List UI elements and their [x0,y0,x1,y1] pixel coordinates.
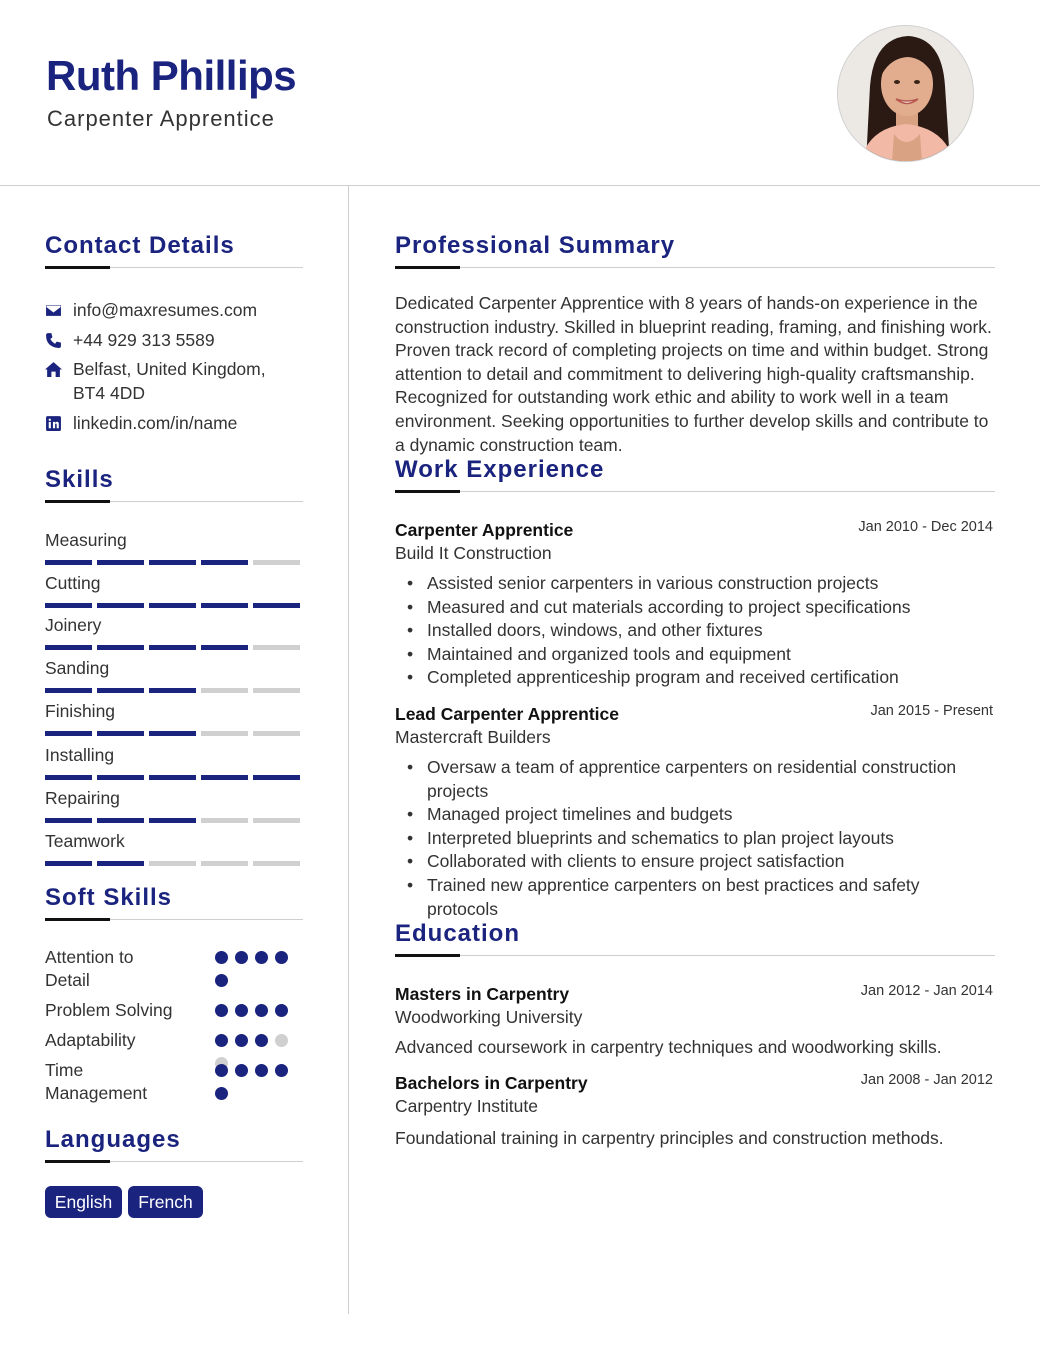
skill-bar-empty [201,818,248,823]
education-description: Foundational training in carpentry principles and construction methods. [395,1128,944,1148]
soft-skill-name: Adaptability [45,1030,136,1050]
resume-header [0,0,1040,186]
education-dates: Jan 2008 - Jan 2012 [860,1072,993,1088]
experience-heading: Work Experience [395,456,605,483]
skill-bar-filled [97,688,144,693]
column-divider [348,186,349,1314]
heading-accent [45,500,110,503]
skill-bar-filled [45,560,92,565]
skill-bar-filled [149,645,196,650]
skill-dot-empty [275,1034,288,1047]
skill-bar-filled [97,861,144,866]
skill-dot-filled [215,1004,228,1017]
heading-accent [395,954,460,957]
skill-dot-filled [255,1064,268,1077]
skill-dot-filled [275,1064,288,1077]
skill-bar-filled [149,775,196,780]
job-bullet: • Trained new apprentice carpenters on best practices and safety protocols [395,874,955,921]
skill-row [45,744,303,780]
skill-dot-filled [235,1064,248,1077]
contact-linkedin [45,411,237,435]
contact-email-text[interactable]: info@maxresumes.com [73,300,258,320]
skill-bar-filled [149,560,196,565]
skill-name: Repairing [45,788,120,808]
skill-bar-filled [45,603,92,608]
skill-bar-filled [149,603,196,608]
soft-skill-level-dots [215,951,295,987]
skill-bar-empty [253,560,300,565]
skill-dot-filled [255,1034,268,1047]
candidate-title: Carpenter Apprentice [47,106,275,131]
skill-bar-filled [97,775,144,780]
skill-bar-filled [45,731,92,736]
job-bullets [395,572,993,690]
skill-bar-filled [45,775,92,780]
soft-skill-row [45,999,303,1025]
skill-dot-filled [275,951,288,964]
education-school: Woodworking University [395,1007,583,1027]
skill-level-bars [45,861,303,866]
job-bullet: • Interpreted blueprints and schematics to plan project layouts [395,827,985,851]
education-heading: Education [395,920,521,947]
job-dates: Jan 2010 - Dec 2014 [858,519,993,535]
skill-bar-filled [45,818,92,823]
skill-bar-empty [149,861,196,866]
job-bullet: • Measured and cut materials according to project specifications [395,596,993,620]
contact-linkedin-text[interactable]: linkedin.com/in/name [73,413,238,433]
job-bullet: • Managed project timelines and budgets [395,803,985,827]
job-bullet: • Collaborated with clients to ensure project satisfaction [395,850,985,874]
summary-heading: Professional Summary [395,232,676,259]
skill-row [45,787,303,823]
job-bullets [395,756,985,921]
contact-phone [45,328,215,352]
education-dates: Jan 2012 - Jan 2014 [860,983,993,999]
skill-bar-filled [45,861,92,866]
skill-bar-empty [253,731,300,736]
education-degree: Masters in Carpentry [395,984,570,1004]
languages-section-heading [45,1126,303,1164]
education-school: Carpentry Institute [395,1096,538,1116]
skills-section-heading [45,466,303,504]
heading-accent [45,1160,110,1163]
skill-bar-filled [97,731,144,736]
skill-dot-filled [255,951,268,964]
soft-skill-level-dots [215,1064,295,1100]
skill-dot-filled [275,1004,288,1017]
skill-bar-empty [201,861,248,866]
soft-skill-level-dots [215,1004,295,1017]
skill-level-bars [45,688,303,693]
job-title: Lead Carpenter Apprentice [395,704,619,724]
soft-skills-heading: Soft Skills [45,884,173,911]
job-bullet: • Maintained and organized tools and equipment [395,643,993,667]
skill-bar-empty [201,688,248,693]
heading-accent [395,266,460,269]
soft-skill-row [45,946,303,994]
skill-dot-filled [215,1087,228,1100]
skill-dot-filled [215,1034,228,1047]
linkedin-icon [45,411,73,435]
contact-section-heading [45,232,303,270]
soft-skill-row [45,1029,303,1055]
heading-rule [395,267,995,268]
skill-bar-filled [149,818,196,823]
language-badge-english: English [45,1186,122,1218]
skill-bar-filled [201,603,248,608]
job-company: Mastercraft Builders [395,727,551,747]
skill-row [45,830,303,866]
contact-heading: Contact Details [45,232,235,259]
job-title: Carpenter Apprentice [395,520,574,540]
skill-dot-filled [235,1034,248,1047]
skill-level-bars [45,775,303,780]
profile-photo-illustration [838,26,974,162]
skill-bar-empty [201,731,248,736]
heading-accent [395,490,460,493]
contact-phone-text[interactable]: +44 929 313 5589 [73,330,215,350]
job-company: Build It Construction [395,543,552,563]
heading-accent [45,266,110,269]
skill-level-bars [45,818,303,823]
skill-name: Teamwork [45,831,125,851]
education-degree: Bachelors in Carpentry [395,1073,588,1093]
skill-dot-filled [215,1064,228,1077]
skill-bar-filled [201,645,248,650]
contact-address-line2: BT4 4DD [73,383,145,403]
skill-name: Joinery [45,615,102,635]
skills-heading: Skills [45,466,114,493]
skill-bar-empty [253,688,300,693]
experience-section-heading [395,456,995,494]
education-description: Advanced coursework in carpentry techniques and woodworking skills. [395,1037,942,1057]
skill-bar-filled [201,775,248,780]
skill-dot-filled [215,974,228,987]
phone-icon [45,328,73,352]
skill-bar-filled [149,731,196,736]
contact-email [45,298,257,322]
skill-level-bars [45,645,303,650]
skill-name: Sanding [45,658,110,678]
contact-address [45,357,266,405]
skill-name: Cutting [45,573,101,593]
skill-name: Measuring [45,530,127,550]
skill-dot-filled [255,1004,268,1017]
skill-bar-filled [201,560,248,565]
skill-bar-filled [45,688,92,693]
skill-bar-empty [253,818,300,823]
skill-name: Finishing [45,701,116,721]
job-bullet: • Installed doors, windows, and other fixtures [395,619,993,643]
language-badge-french: French [128,1186,203,1218]
skill-bar-filled [149,688,196,693]
summary-text: Dedicated Carpenter Apprentice with 8 years of hands-on experience in the construction industry. Skilled in blueprint reading, framing, and finishing work. Proven track record of completing projects on time and within budget. Strong attention to detail and commitment to delivering high-quality craftsmanship. Recognized for outstanding work ethic and ability to work well in a team environment. Seeking opportunities to further develop skills and contribute to a dynamic construction team. [395,293,992,455]
profile-photo [837,25,974,162]
soft-skill-name: Attention to Detail [45,947,134,990]
skill-level-bars [45,603,303,608]
languages-heading: Languages [45,1126,181,1153]
skill-bar-empty [253,861,300,866]
skill-dot-filled [235,951,248,964]
skill-bar-filled [45,645,92,650]
heading-rule [395,491,995,492]
skill-row [45,700,303,736]
soft-skill-name: Time Management [45,1060,148,1103]
summary-section-heading [395,232,995,270]
skill-dot-filled [235,1004,248,1017]
skill-bar-filled [97,818,144,823]
soft-skills-section-heading [45,884,303,922]
skill-level-bars [45,560,303,565]
envelope-icon [45,298,73,322]
job-bullet: • Completed apprenticeship program and received certification [395,666,993,690]
heading-accent [45,918,110,921]
education-section-heading [395,920,995,958]
skill-name: Installing [45,745,115,765]
skill-bar-filled [97,645,144,650]
skill-dot-filled [215,951,228,964]
skill-row [45,657,303,693]
heading-rule [395,955,995,956]
soft-skill-row [45,1059,303,1107]
skill-bar-filled [97,560,144,565]
skill-bar-empty [253,645,300,650]
skill-bar-filled [253,775,300,780]
skill-level-bars [45,731,303,736]
soft-skill-name: Problem Solving [45,1000,173,1020]
home-icon [45,357,73,405]
contact-address-line1: Belfast, United Kingdom, [73,359,266,379]
job-bullet: • Assisted senior carpenters in various construction projects [395,572,993,596]
skill-bar-filled [97,603,144,608]
skill-row [45,572,303,608]
candidate-name: Ruth Phillips [46,52,297,99]
job-dates: Jan 2015 - Present [870,703,993,719]
skill-bar-filled [253,603,300,608]
job-bullet: • Oversaw a team of apprentice carpenters on residential construction projects [395,756,985,803]
skill-row [45,614,303,650]
skill-row [45,529,303,565]
